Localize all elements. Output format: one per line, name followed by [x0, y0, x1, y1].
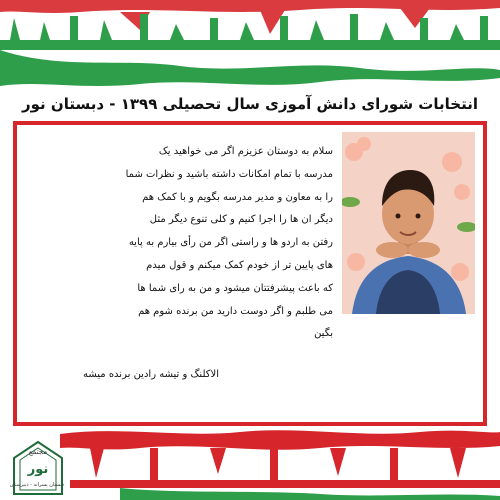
message-line: سلام به دوستان عزیزم اگر می خواهید یک	[158, 146, 333, 157]
message-line: رفتن به اردو ها و راستی اگر من رأی بیارم به پایه	[128, 237, 333, 249]
page-title: انتخابات شورای دانش آموزی سال تحصیلی ۱۳۹۹ - دبستان نور	[22, 95, 478, 113]
closing-line: الاکلنگ و تیشه رادین برنده میشه	[82, 369, 219, 380]
top-calligraphy-banner	[0, 0, 500, 92]
candidate-message	[31, 141, 333, 346]
candidate-photo	[342, 132, 475, 314]
message-line: را به معاون و مدیر مدرسه بگویم و با کمک هم	[142, 191, 333, 203]
logo-label-main: نور	[27, 462, 49, 477]
message-line: بگین	[314, 328, 333, 340]
message-card	[13, 121, 487, 426]
bottom-calligraphy-banner	[0, 428, 500, 500]
logo-label-sub: دبستان پسرانه - دبیرستان	[9, 482, 64, 488]
message-line: های پایین تر از خودم کمک میکنم و قول میدم	[146, 259, 333, 271]
message-line: مدرسه با تمام امکانات داشته باشید و نظرات شما	[125, 168, 333, 180]
message-line: که باعث پیشرفتتان میشود و من به رای شما ها	[137, 282, 333, 294]
message-line: دیگر ان ها را اجرا کنیم و کلی تنوع دیگر مثل	[149, 214, 333, 226]
logo-label-top: مجتمع	[28, 448, 48, 456]
message-line: می طلبم و اگر دوست دارید من برنده شوم هم	[138, 305, 333, 317]
